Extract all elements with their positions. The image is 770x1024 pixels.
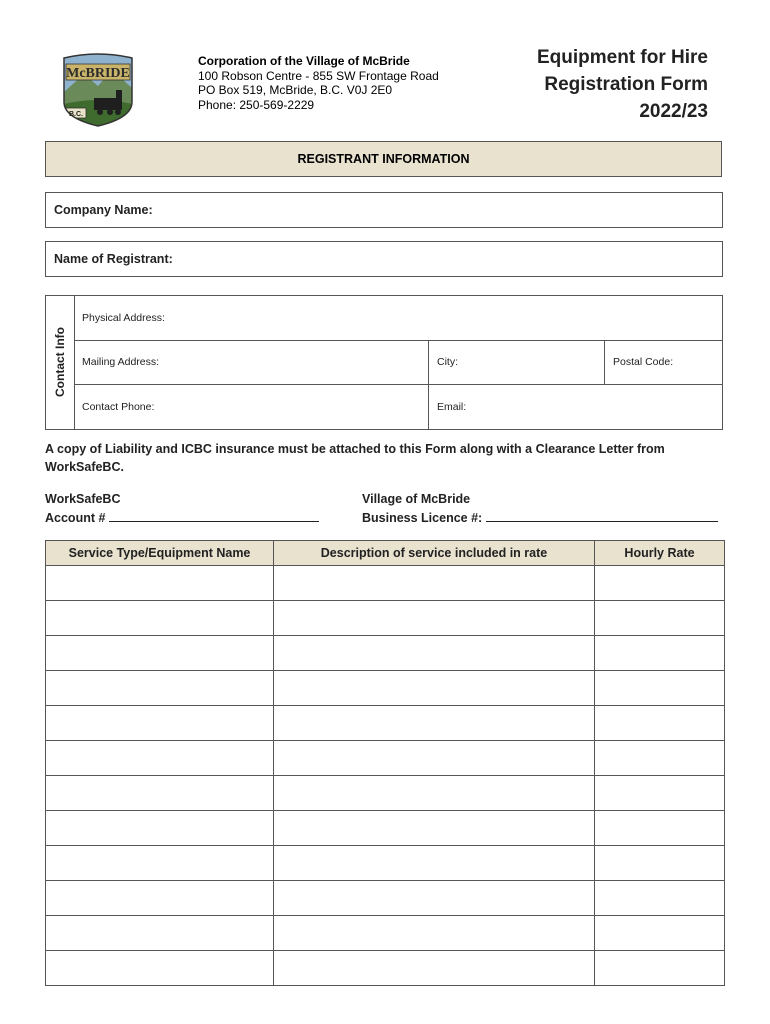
- organization-address-line1: 100 Robson Centre - 855 SW Frontage Road: [198, 68, 439, 83]
- description-cell[interactable]: [274, 601, 595, 636]
- service-type-cell[interactable]: [46, 636, 274, 671]
- registrant-name-label: Name of Registrant:: [54, 252, 173, 266]
- description-cell[interactable]: [274, 881, 595, 916]
- mailing-address-label: Mailing Address:: [82, 356, 160, 368]
- hourly-rate-cell[interactable]: [595, 916, 725, 951]
- description-cell[interactable]: [274, 566, 595, 601]
- physical-address-field[interactable]: [74, 296, 722, 340]
- contact-phone-row: [74, 385, 722, 429]
- description-header: Description of service included in rate: [274, 541, 595, 566]
- licence-label: Business Licence #:: [362, 511, 483, 525]
- hourly-rate-cell[interactable]: [595, 636, 725, 671]
- worksafe-account-label: Account #: [45, 511, 106, 525]
- hourly-rate-cell[interactable]: [595, 951, 725, 986]
- physical-address-label: Physical Address:: [82, 312, 165, 324]
- description-cell[interactable]: [274, 706, 595, 741]
- company-name-label: Company Name:: [54, 203, 153, 217]
- worksafe-account-input-line[interactable]: [109, 509, 319, 522]
- hourly-rate-cell[interactable]: [595, 601, 725, 636]
- service-type-cell[interactable]: [46, 846, 274, 881]
- form-title: [448, 44, 708, 125]
- licence-input-line[interactable]: [486, 509, 718, 522]
- hourly-rate-cell[interactable]: [595, 811, 725, 846]
- table-row: [46, 671, 725, 706]
- city-field[interactable]: [428, 340, 604, 384]
- mcbride-logo-icon: [54, 52, 142, 128]
- service-type-cell[interactable]: [46, 706, 274, 741]
- service-type-cell[interactable]: [46, 881, 274, 916]
- physical-address-row: [74, 296, 722, 341]
- organization-phone: Phone: 250-569-2229: [198, 97, 315, 112]
- logo-text: McBRIDE: [66, 66, 130, 81]
- form-title-line2: Registration Form: [544, 74, 708, 95]
- table-row: [46, 601, 725, 636]
- service-table: [45, 540, 725, 986]
- table-row: [46, 846, 725, 881]
- contact-info-table: [45, 295, 723, 430]
- hourly-rate-cell[interactable]: [595, 776, 725, 811]
- table-row: [46, 916, 725, 951]
- service-type-cell[interactable]: [46, 601, 274, 636]
- hourly-rate-cell[interactable]: [595, 881, 725, 916]
- licence-title: Village of McBride: [362, 492, 471, 506]
- company-name-field[interactable]: [45, 192, 723, 228]
- worksafe-account: [45, 490, 319, 528]
- table-row: [46, 951, 725, 986]
- form-title-year: 2022/23: [639, 101, 708, 122]
- form-title-line1: Equipment for Hire: [536, 47, 708, 68]
- service-type-cell[interactable]: [46, 776, 274, 811]
- contact-phone-field[interactable]: [74, 385, 428, 429]
- postal-code-field[interactable]: [604, 340, 722, 384]
- description-cell[interactable]: [274, 741, 595, 776]
- registrant-name-field[interactable]: [45, 241, 723, 277]
- mailing-address-row: [74, 340, 722, 385]
- table-row: [46, 776, 725, 811]
- mailing-address-field[interactable]: [74, 340, 428, 384]
- hourly-rate-cell[interactable]: [595, 566, 725, 601]
- table-row: [46, 636, 725, 671]
- description-cell[interactable]: [274, 951, 595, 986]
- business-licence: [362, 490, 718, 528]
- email-field[interactable]: [428, 385, 722, 429]
- service-type-cell[interactable]: [46, 566, 274, 601]
- city-label: City:: [437, 356, 458, 368]
- logo-subtext: B.C.: [69, 111, 83, 118]
- insurance-note: A copy of Liability and ICBC insurance must be attached to this Form along with a Clearance Letter from WorkSafeBC.: [45, 442, 665, 474]
- description-cell[interactable]: [274, 636, 595, 671]
- registrant-information-heading: REGISTRANT INFORMATION: [45, 141, 722, 177]
- service-table-header: [46, 541, 725, 566]
- description-cell[interactable]: [274, 846, 595, 881]
- table-row: [46, 881, 725, 916]
- organization-name: Corporation of the Village of McBride: [198, 54, 410, 68]
- email-label: Email:: [437, 401, 467, 413]
- table-row: [46, 741, 725, 776]
- service-type-cell[interactable]: [46, 951, 274, 986]
- service-type-cell[interactable]: [46, 671, 274, 706]
- contact-info-label: Contact Info: [53, 327, 67, 397]
- description-cell[interactable]: [274, 776, 595, 811]
- hourly-rate-cell[interactable]: [595, 706, 725, 741]
- description-cell[interactable]: [274, 671, 595, 706]
- worksafe-title: WorkSafeBC: [45, 492, 121, 506]
- mcbride-logo: [54, 52, 142, 128]
- hourly-rate-cell[interactable]: [595, 741, 725, 776]
- service-type-header: Service Type/Equipment Name: [46, 541, 274, 566]
- hourly-rate-cell[interactable]: [595, 846, 725, 881]
- postal-code-label: Postal Code:: [613, 356, 674, 368]
- description-cell[interactable]: [274, 811, 595, 846]
- table-row: [46, 811, 725, 846]
- service-type-cell[interactable]: [46, 741, 274, 776]
- service-table-body: [46, 566, 725, 986]
- table-row: [46, 566, 725, 601]
- service-type-cell[interactable]: [46, 811, 274, 846]
- description-cell[interactable]: [274, 916, 595, 951]
- organization-address-line2: PO Box 519, McBride, B.C. V0J 2E0: [198, 83, 393, 97]
- service-type-cell[interactable]: [46, 916, 274, 951]
- table-row: [46, 706, 725, 741]
- contact-phone-label: Contact Phone:: [82, 401, 155, 413]
- contact-info-side: [46, 296, 75, 429]
- hourly-rate-header: Hourly Rate: [595, 541, 725, 566]
- hourly-rate-cell[interactable]: [595, 671, 725, 706]
